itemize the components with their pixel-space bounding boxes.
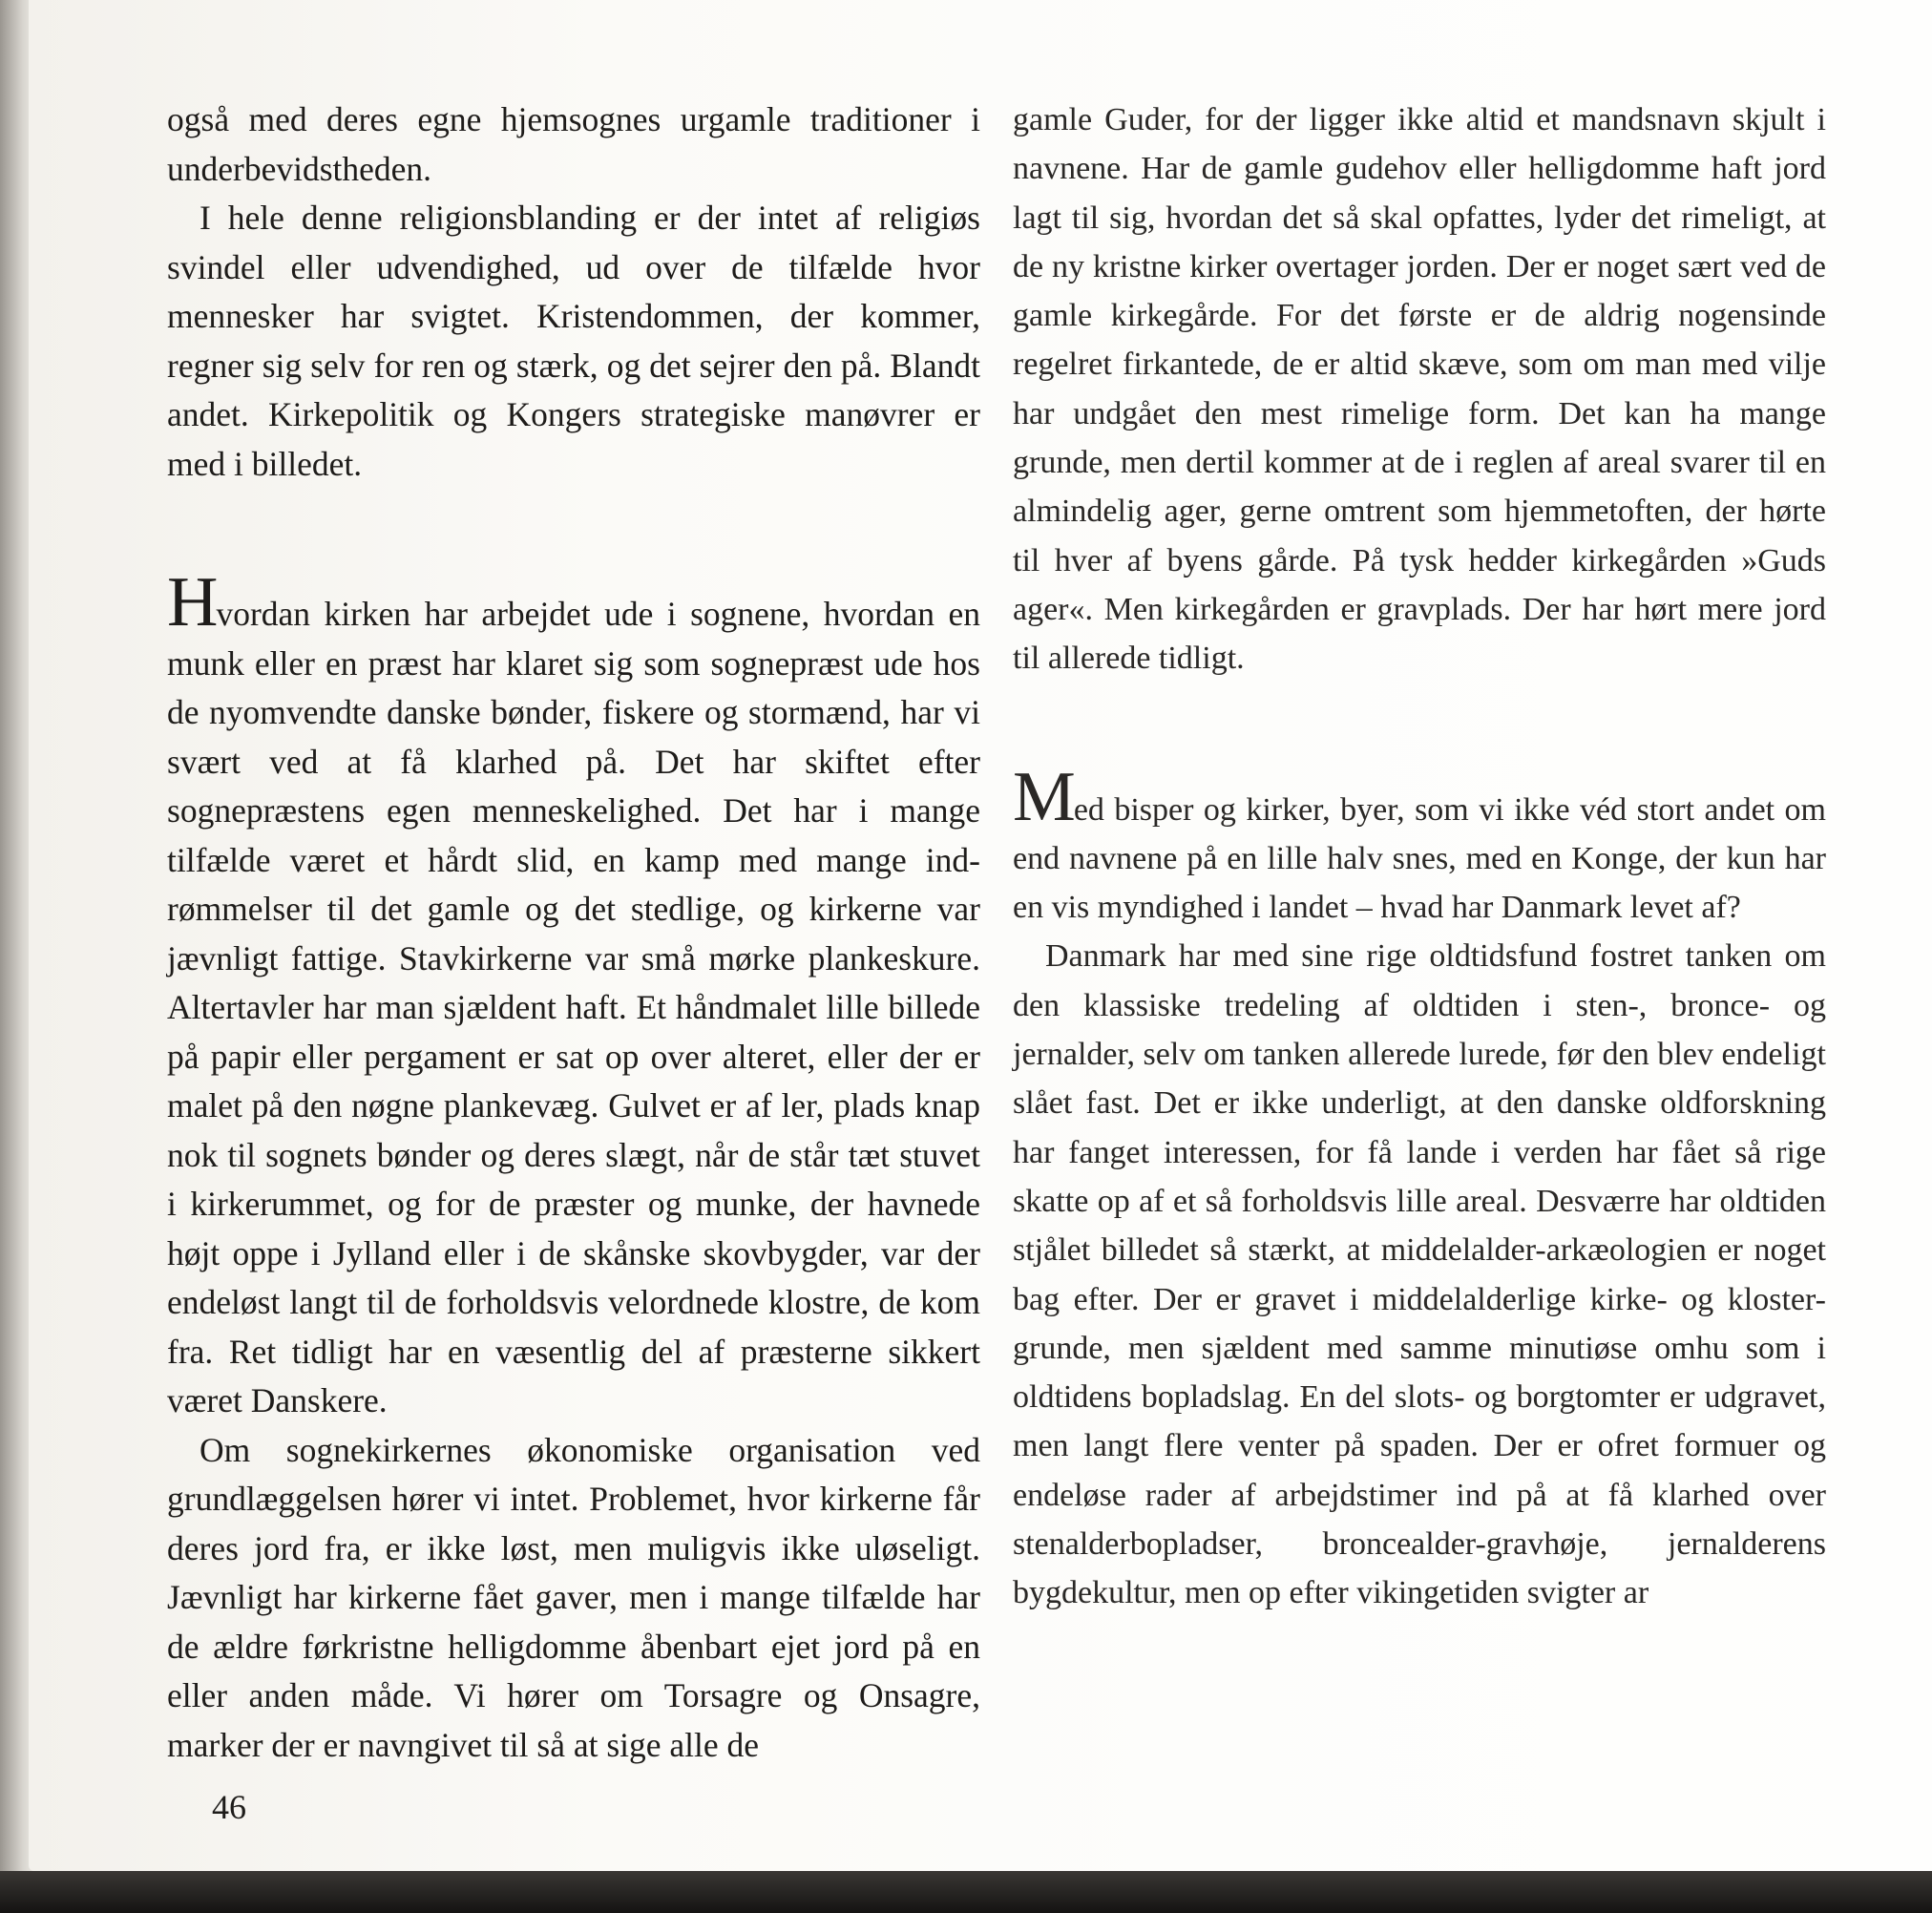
drop-cap-m: M (1013, 757, 1074, 836)
paragraph-old-gods: gamle Guder, for der ligger ikke altid et mandsnavn skjult i navnene. Har de gamle gudehov eller helligdomme haft jord lagt til sig, hvordan det så skal opfattes, lyder det rimeligt, at de ny kristne kirker overtager jorden. Der er noget sært ved de gamle kirkegårde. For det første er de aldrig nogensinde regelret firkantede, de er altid skæve, som om man med vilje har undgået den mest rimelige form. Det kan ha mange grunde, men dertil kommer at de i reglen af areal svarer til en almindelig ager, gerne omtrent som hjemmetoften, der hørte til hver af byens gårde. På tysk hedder kirkegården »Guds ager«. Men kirkegården er gravplads. Der har hørt mere jord til allerede tidligt. (1013, 102, 1826, 677)
paragraph-church-work (167, 563, 980, 1426)
paragraph-church-work-text: vordan kirken har arbejdet ude i sognene, hvordan en munk eller en præst har klaret sig som sognepræst ude hos de nyomvendte danske bønder, fiskere og stormænd, har vi svært ved at få klarhed på. Det har skiftet efter sognepræstens egen menneskelighed. Det har i mange tilfælde været et hårdt slid, en kamp med mange indrømmelser til det gamle og det stedlige, og kirkerne var jævnligt fattige. Stavkirkerne var små mørke plankeskure. Altertavler har man sjældent haft. Et håndmalet lille billede på papir eller pergament er sat op over alteret, eller der er malet på den nøgne plankevæg. Gulvet er af ler, plads knap nok til sognets bønder og deres slægt, når de står tæt stuvet i kirkerummet, og for de præster og munke, der havnede højt oppe i Jylland eller i de skånske skovbygder, var der endeløst langt til de forholdsvis velordnede klostre, de kom fra. Ret tidligt har en væsentlig del af præsterne sikkert været Danskere. (167, 595, 980, 1419)
right-text-column (1013, 95, 1826, 1618)
paragraph-bishops-text: ed bisper og kirker, byer, som vi ikke véd stort andet om end navnene på en lille halv snes, med en Konge, der kun har en vis myndighed i landet – hvad har Danmark levet af? (1013, 791, 1826, 926)
drop-cap-h: H (167, 563, 217, 641)
left-text-column (167, 95, 980, 1770)
paragraph-economy: Om sognekirkernes økonomiske organisation ved grundlæggelsen hører vi intet. Problemet, hvor kirkerne får deres jord fra, er ikke løst, men muligvis ikke uløseligt. Jævnligt har kirkerne fået gaver, men i mange tilfælde har de ældre førkristne helligdomme åbenbart ejet jord på en eller anden måde. Vi hører om Torsagre og Onsagre, marker der er navngivet til så at sige alle de (167, 1430, 980, 1764)
paragraph-religion: I hele denne religionsblanding er der intet af religiøs svindel eller udvendighed, ud over de tilfælde hvor mennesker har svigtet. Kristendommen, der kommer, regner sig selv for ren og stærk, og det sejrer den på. Blandt andet. Kirkepolitik og Kongers strategiske manøvrer er med i billedet. (167, 199, 980, 483)
page-number: 46 (212, 1788, 246, 1826)
page-bottom-edge (0, 1871, 1932, 1913)
paragraph-continuation: også med deres egne hjemsognes urgamle traditioner i underbevidstheden. (167, 100, 980, 188)
paragraph-archaeology: Danmark har med sine rige oldtidsfund fostret tanken om den klassiske tredeling af oldtiden i sten-, bronce- og jernalder, selv om tanken allerede lurede, før den blev endeligt slået fast. Det er ikke underligt, at den danske oldforskning har fanget interessen, for få lande i verden har fået så rige skatte op af et så forholdsvis lille areal. Desværre har oldtiden stjålet billedet så stærkt, at middelalder-arkæologien er noget bag efter. Der er gravet i middelalderlige kirke- og kloster-grunde, men sjældent med samme minutiøse omhu som i oldtidens bopladslag. En del slots- og borgtomter er udgravet, men langt flere venter på spaden. Der er ofret formuer og endeløse rader af arbejdstimer ind på at få klarhed over stenalderbopladser, broncealder-gravhøje, jernalderens bygdekultur, men op efter vikingetiden svigter ar (1013, 938, 1826, 1611)
paragraph-bishops (1013, 757, 1826, 933)
